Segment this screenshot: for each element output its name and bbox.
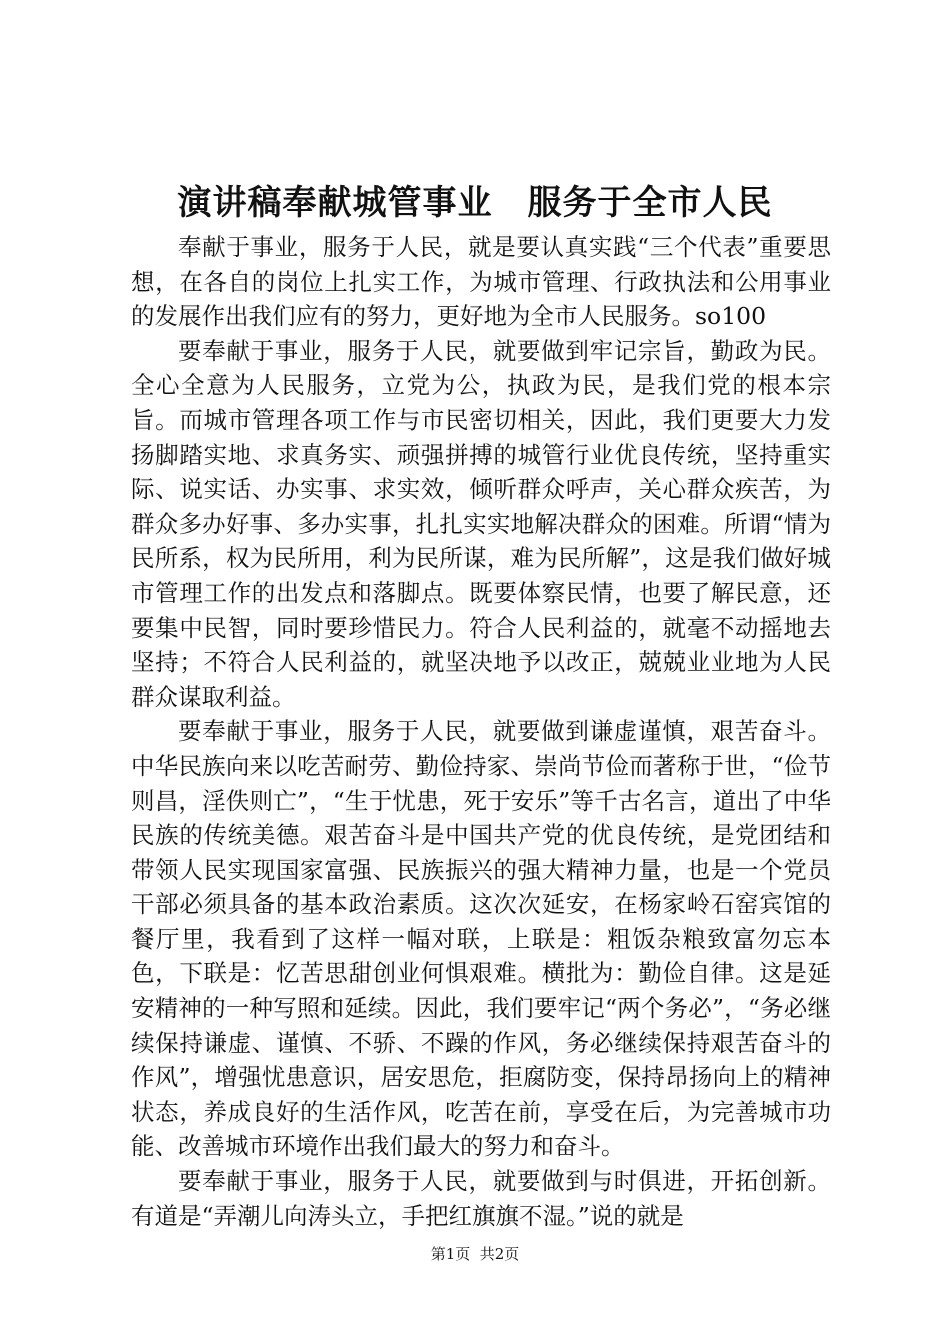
paragraph-3: 要奉献于事业，服务于人民，就要做到谦虚谨慎，艰苦奋斗。中华民族向来以吃苦耐劳、勤俭持家、崇尚节俭而著称于世，“俭节则昌，淫佚则亡”，“生于忧患，死于安乐”等千古名言，道出了中华民族的传统美德。艰苦奋斗是中国共产党的优良传统，是党团结和带领人民实现国家富强、民族振兴的强大精神力量，也是一个党员干部必须具备的基本政治素质。这次次延安，在杨家岭石窑宾馆的餐厅里，我看到了这样一幅对联，上联是：粗饭杂粮致富勿忘本色，下联是：忆苦思甜创业何惧艰难。横批为：勤俭自律。这是延安精神的一种写照和延续。因此，我们要牢记“两个务必”，“务必继续保持谦虚、谨慎、不骄、不躁的作风，务必继续保持艰苦奋斗的作风”，增强忧患意识，居安思危，拒腐防变，保持昂扬向上的精神状态，养成良好的生活作风，吃苦在前，享受在后，为完善城市功能、改善城市环境作出我们最大的努力和奋斗。 <box>131 717 831 1161</box>
paragraph-2: 要奉献于事业，服务于人民，就要做到牢记宗旨，勤政为民。全心全意为人民服务，立党为公，执政为民，是我们党的根本宗旨。而城市管理各项工作与市民密切相关，因此，我们更要大力发扬脚踏实地、求真务实、顽强拼搏的城管行业优良传统，坚持重实际、说实话、办实事、求实效，倾听群众呼声，关心群众疾苦，为群众多办好事、多办实事，扎扎实实地解决群众的困难。所谓“情为民所系，权为民所用，利为民所谋，难为民所解”，这是我们做好城市管理工作的出发点和落脚点。既要体察民情，也要了解民意，还要集中民智，同时要珍惜民力。符合人民利益的，就毫不动摇地去坚持；不符合人民利益的，就坚决地予以改正，兢兢业业地为人民群众谋取利益。 <box>131 336 831 711</box>
page-number-footer: 第1页 共2页 <box>430 1245 520 1263</box>
paragraph-1: 奉献于事业，服务于人民，就是要认真实践“三个代表”重要思想，在各自的岗位上扎实工作，为城市管理、行政执法和公用事业的发展作出我们应有的努力，更好地为全市人民服务。so100 <box>131 233 831 331</box>
document-body <box>131 230 831 1233</box>
paragraph-4: 要奉献于事业，服务于人民，就要做到与时俱进，开拓创新。有道是“弄潮儿向涛头立，手把红旗旗不湿。”说的就是 <box>131 1167 831 1230</box>
document-title: 演讲稿奉献城管事业 服务于全市人民 <box>177 183 773 223</box>
